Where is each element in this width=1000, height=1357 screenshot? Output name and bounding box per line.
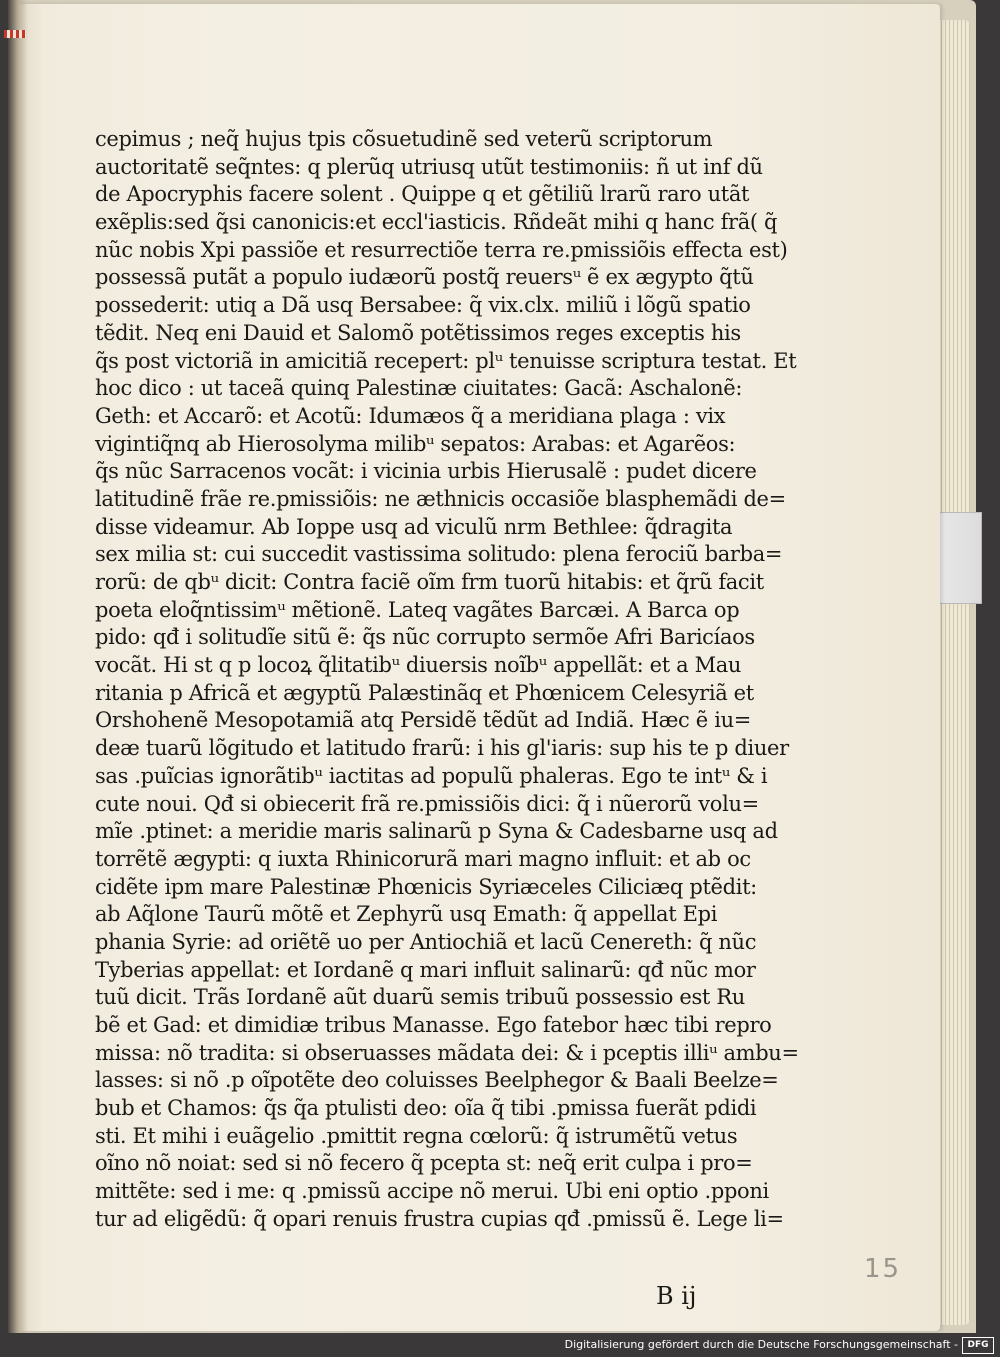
text-line: tẽdit. Neq eni Dauid et Salomõ potẽtissimos reges exceptis his — [95, 320, 741, 345]
text-line: ritania p Africã et ægyptũ Palæstinãq et Phœnicem Celesyriã et — [95, 680, 754, 705]
text-line: ab Aq̃lone Taurũ mõtẽ et Zephyrũ usq Emath: q̃ appellat Epi — [95, 902, 718, 927]
text-line: cute noui. Qđ si obiecerit frã re.pmissiõis dici: q̃ i nũerorũ volu= — [95, 791, 759, 816]
text-line: poeta eloq̃ntissimᵘ mẽtionẽ. Lateq vagãtes Barcæi. A Barca op — [95, 597, 740, 622]
text-line: Geth: et Accarõ: et Acotũ: Idumæos q̃ a meridiana plaga : vix — [95, 403, 726, 428]
text-line: q̃s nũc Sarracenos vocãt: i vicinia urbis Hierusalẽ : pudet dicere — [95, 459, 757, 484]
text-line: cepimus ; neq̃ hujus tpis cõsuetudinẽ sed veterũ scriptorum — [95, 127, 713, 151]
text-line: disse videamur. Ab Ioppe usq ad viculũ nrm Bethlee: q̃dragita — [95, 514, 733, 539]
text-line: Tyberias appellat: et Iordanẽ q mari influit salinarũ: qđ nũc mor — [95, 957, 756, 982]
text-line: Orshohenẽ Mesopotamiã atq Persidẽ tẽdũt ad Indiã. Hæc ẽ iu= — [95, 708, 751, 733]
bookmark-ribbon — [4, 30, 26, 38]
text-line: mittẽte: sed i me: q .pmissũ accipe nõ merui. Ubi eni optio .pponi — [95, 1179, 769, 1204]
text-line: oĩno nõ noiat: sed si nõ fecero q̃ pcepta st: neq̃ erit culpa i pro= — [95, 1151, 753, 1176]
text-line: latitudinẽ frãe re.pmissiõis: ne æthnicis occasiõe blasphemãdi de= — [95, 486, 786, 511]
text-line: tuũ dicit. Trãs Iordanẽ aũt duarũ semis tribuũ possessio est Ru — [95, 985, 745, 1010]
text-line: missa: nõ tradita: si obseruasses mãdata dei: & i pceptis illiᵘ ambu= — [95, 1040, 799, 1065]
text-line: deæ tuarũ lõgitudo et latitudo frarũ: i his gl'iaris: sup his te p diuer — [95, 736, 789, 761]
text-line: pido: qđ i solitudĩe sitũ ẽ: q̃s nũc corrupto sermõe Afri Baricíaos — [95, 625, 755, 650]
text-line: auctoritatẽ seq̃ntes: q plerũq utriusq utũt testimoniis: ñ ut inf dũ — [95, 154, 763, 179]
text-line: cidẽte ipm mare Palestinæ Phœnicis Syriæceles Ciliciæq ptẽdit: — [95, 874, 757, 899]
signature-mark: B ij — [656, 1282, 697, 1310]
text-line: possessã putãt a populo iudæorũ postq̃ reuersᵘ ẽ ex ægypto q̃tũ — [95, 265, 754, 290]
text-line: rorũ: de qbᵘ dicit: Contra faciẽ oĩm frm tuorũ hitabis: et q̃rũ facit — [95, 570, 764, 594]
text-line: phania Syrie: ad oriẽtẽ uo per Antiochiã et lacũ Cenereth: q̃ nũc — [95, 929, 757, 954]
text-line: exẽplis:sed q̃si canonicis:et eccl'iasticis. Rñdeãt mihi q hanc frã( q̃ — [95, 210, 778, 235]
text-line: nũc nobis Xpi passiõe et resurrectiõe terra re.pmissiõis effecta est) — [95, 237, 788, 262]
text-line: tur ad eligẽdũ: q̃ opari renuis frustra cupias qđ .pmissũ ẽ. Lege li= — [95, 1206, 784, 1231]
funding-credit: Digitalisierung gefördert durch die Deutsche Forschungsgemeinschaft - — [564, 1338, 958, 1351]
text-line: vigintiq̃nq ab Hierosolyma milibᵘ sepatos: Arabas: et Agarẽos: — [95, 431, 736, 456]
dfg-logo-icon: DFG — [962, 1337, 994, 1354]
text-line: mĩe .ptinet: a meridie maris salinarũ p Syna & Cadesbarne usq ad — [95, 819, 778, 844]
text-line: possederit: utiq a Dã usq Bersabee: q̃ vix.clx. miliũ i lõgũ spatio — [95, 293, 751, 318]
text-line: vocãt. Hi st q p locoꝝ q̃litatibᵘ diuersis noĩbᵘ appellãt: et a Mau — [95, 653, 742, 678]
text-line: sex milia st: cui succedit vastissima solitudo: plena ferociũ barba= — [95, 542, 783, 567]
text-line: q̃s post victoriã in amicitiã recepert: plᵘ tenuisse scriptura testat. Et — [95, 348, 797, 373]
text-line: hoc dico : ut taceã quinq Palestinæ ciuitates: Gacã: Aschalonẽ: — [95, 376, 743, 401]
text-line: de Apocryphis facere solent . Quippe q et gẽtiliũ lrarũ raro utãt — [95, 182, 750, 207]
text-line: torrẽtẽ ægypti: q iuxta Rhinicorurã mari magno influit: et ab oc — [95, 846, 751, 871]
text-line: lasses: si nõ .p oĩpotẽte deo coluisses Beelphegor & Baali Beelze= — [95, 1068, 779, 1093]
text-line: bẽ et Gad: et dimidiæ tribus Manasse. Ego fatebor hæc tibi repro — [95, 1013, 772, 1037]
text-line: sti. Et mihi i euãgelio .pmittit regna cœlorũ: q̃ istrumẽtũ vetus — [95, 1123, 738, 1148]
pencil-folio-number: 15 — [864, 1254, 902, 1284]
gutter-shadow — [8, 0, 28, 1333]
text-line: sas .puĩcias ignorãtibᵘ iactitas ad populũ phaleras. Ego te intᵘ & i — [95, 763, 768, 788]
page-text — [95, 126, 805, 1234]
text-line: bub et Chamos: q̃s q̃a ptulisti deo: oĩa q̃ tibi .pmissa fuerãt pdidi — [95, 1096, 757, 1121]
